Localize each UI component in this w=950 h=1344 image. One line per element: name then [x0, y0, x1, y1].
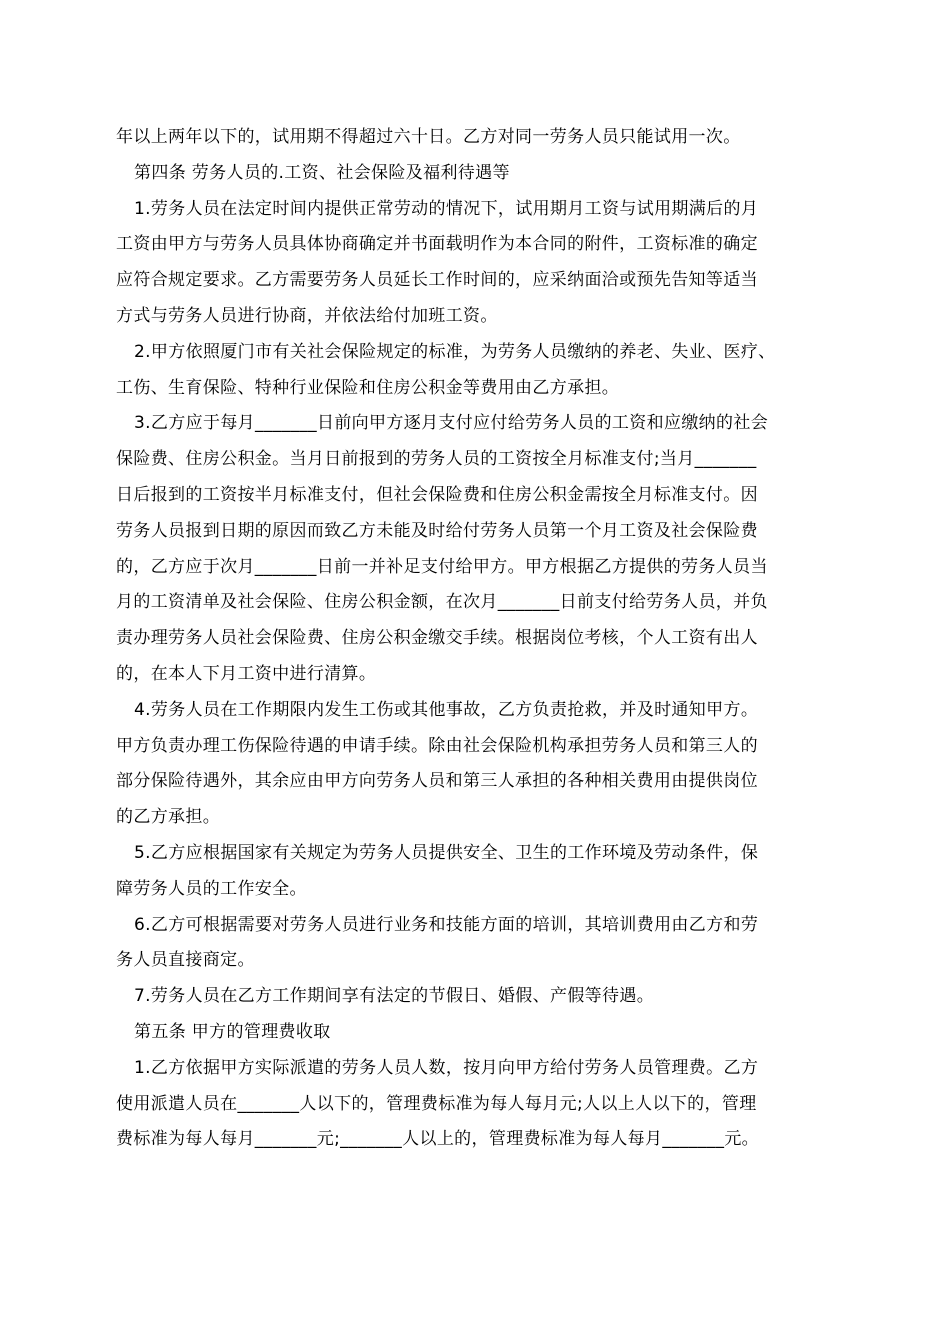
text-line: 5.乙方应根据国家有关规定为劳务人员提供安全、卫生的工作环境及劳动条件，保: [134, 842, 759, 863]
text-line: 应符合规定要求。乙方需要劳务人员延长工作时间的，应采纳面洽或预先告知等适当: [116, 270, 758, 291]
text-line: 甲方负责办理工伤保险待遇的申请手续。除由社会保险机构承担劳务人员和第三人的: [116, 735, 758, 756]
text-line: 2.甲方依照厦门市有关社会保险规定的标准，为劳务人员缴纳的养老、失业、医疗、: [134, 341, 776, 362]
text-line: 1.劳务人员在法定时间内提供正常劳动的情况下，试用期月工资与试用期满后的月: [134, 198, 759, 219]
text-line: 的，在本人下月工资中进行清算。: [116, 663, 377, 684]
text-line: 务人员直接商定。: [116, 950, 255, 971]
article-heading: 第五条 甲方的管理费收取: [134, 1021, 331, 1042]
text-line: 日后报到的工资按半月标准支付，但社会保险费和住房公积金需按全月标准支付。因: [116, 484, 758, 505]
text-line: 1.乙方依据甲方实际派遣的劳务人员人数，按月向甲方给付劳务人员管理费。乙方: [134, 1057, 759, 1078]
text-line: 方式与劳务人员进行协商，并依法给付加班工资。: [116, 305, 498, 326]
text-line: 的，乙方应于次月_______日前一并补足支付给甲方。甲方根据乙方提供的劳务人员当: [116, 556, 768, 577]
text-line: 月的工资清单及社会保险、住房公积金额，在次月_______日前支付给劳务人员，并负: [116, 592, 768, 613]
text-line: 工资由甲方与劳务人员具体协商确定并书面载明作为本合同的附件，工资标准的确定: [116, 234, 758, 255]
text-line: 责办理劳务人员社会保险费、住房公积金缴交手续。根据岗位考核，个人工资有出人: [116, 628, 758, 649]
text-line: 工伤、生育保险、特种行业保险和住房公积金等费用由乙方承担。: [116, 377, 620, 398]
text-line: 3.乙方应于每月_______日前向甲方逐月支付应付给劳务人员的工资和应缴纳的社会: [134, 413, 769, 434]
text-line: 使用派遣人员在_______人以下的，管理费标准为每人每月元;人以上人以下的，管理: [116, 1093, 757, 1114]
text-line: 费标准为每人每月_______元;_______人以上的，管理费标准为每人每月_______元。: [116, 1129, 760, 1150]
text-line: 的乙方承担。: [116, 807, 221, 828]
text-line: 年以上两年以下的，试用期不得超过六十日。乙方对同一劳务人员只能试用一次。: [116, 127, 741, 147]
text-line: 保险费、住房公积金。当月日前报到的劳务人员的工资按全月标准支付;当月_______: [116, 449, 757, 470]
article-heading: 第四条 劳务人员的.工资、社会保险及福利待遇等: [134, 162, 510, 183]
text-line: 障劳务人员的工作安全。: [116, 878, 307, 899]
text-line: 劳务人员报到日期的原因而致乙方未能及时给付劳务人员第一个月工资及社会保险费: [116, 520, 758, 541]
text-line: 部分保险待遇外，其余应由甲方向劳务人员和第三人承担的各种相关费用由提供岗位: [116, 771, 758, 792]
document-body: [116, 120, 844, 1158]
text-line: 4.劳务人员在工作期限内发生工伤或其他事故，乙方负责抢救，并及时通知甲方。: [134, 699, 759, 720]
text-line: 7.劳务人员在乙方工作期间享有法定的节假日、婚假、产假等待遇。: [134, 986, 655, 1007]
text-line: 6.乙方可根据需要对劳务人员进行业务和技能方面的培训，其培训费用由乙方和劳: [134, 914, 759, 935]
